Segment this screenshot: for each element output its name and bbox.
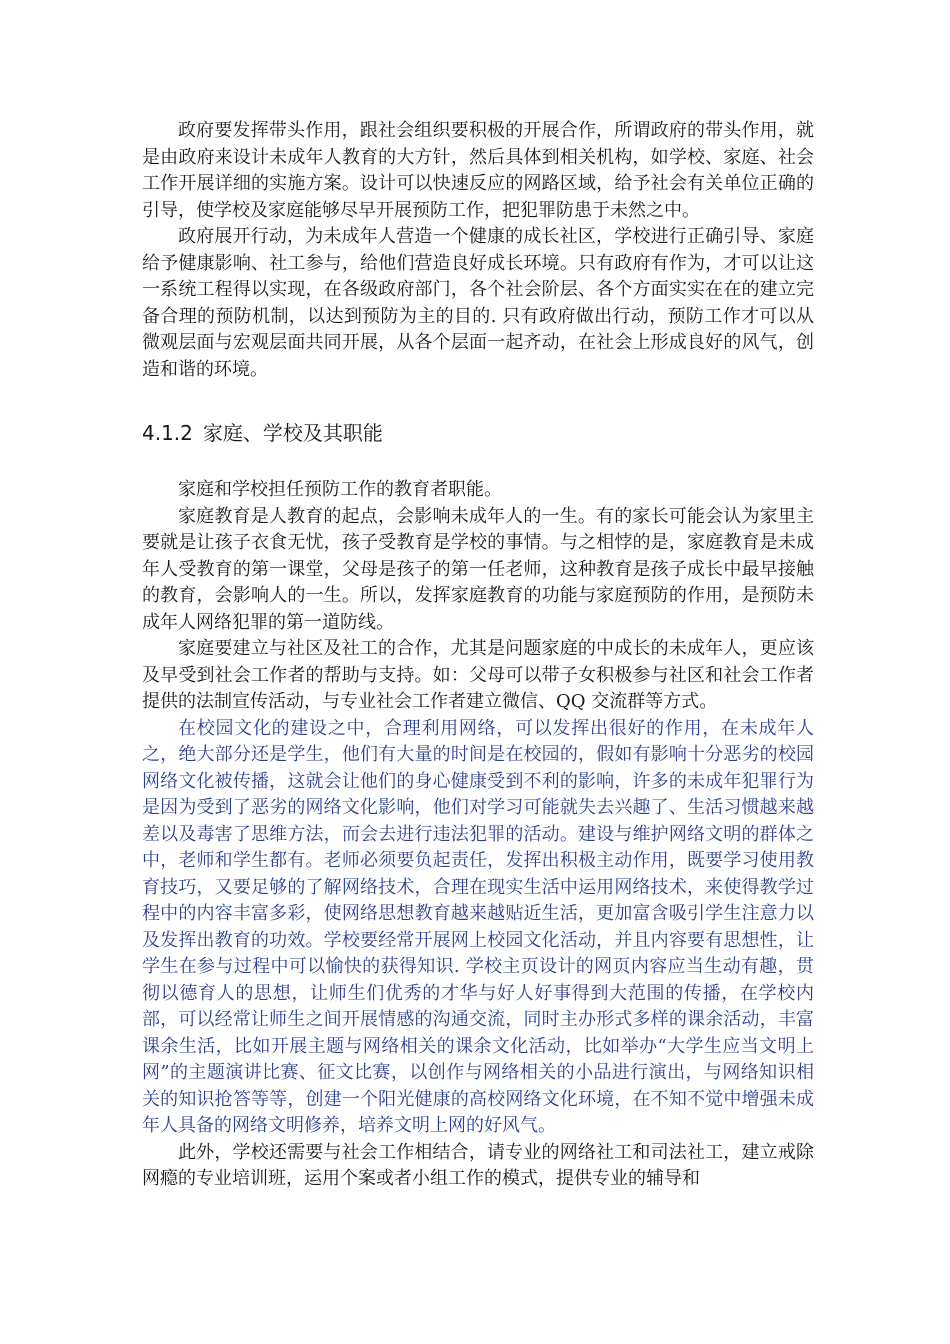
paragraph-government-leading-role: 政府要发挥带头作用，跟社会组织要积极的开展合作，所谓政府的带头作用，就是由政府来设计未成年人教育的大方针，然后具体到相关机构，如学校、家庭、社会工作开展详细的实施方案。设计可以快速反应的网路区域，给予社会有关单位正确的引导，使学校及家庭能够尽早开展预防工作，把犯罪防患于未然之中。 bbox=[142, 120, 814, 221]
document-body bbox=[142, 118, 814, 1193]
section-heading bbox=[142, 419, 814, 447]
paragraph-school-social-work: 此外，学校还需要与社会工作相结合，请专业的网络社工和司法社工，建立戒除网瘾的专业培训班，运用个案或者小组工作的模式，提供专业的辅导和 bbox=[142, 1141, 814, 1189]
paragraph-family-school-role: 家庭和学校担任预防工作的教育者职能。 bbox=[178, 479, 502, 500]
paragraph-government-action: 政府展开行动，为未成年人营造一个健康的成长社区，学校进行正确引导、家庭给予健康影响、社工参与，给他们营造良好成长环境。只有政府有作为，才可以让这一系统工程得以实现，在各级政府部门，各个社会阶层、各个方面实实在在的建立完备合理的预防机制，以达到预防为主的目的. 只有政府做出行动，预防工作才可以从微观层面与宏观层面共同开展，从各个层面一起齐动，在社会上形成良好的风气，创造和谐的环境。 bbox=[142, 226, 814, 380]
paragraph-family-community-cooperation: 家庭要建立与社区及社工的合作，尤其是问题家庭的中成长的未成年人，更应该及早受到社会工作者的帮助与支持。如：父母可以带子女积极参与社区和社会工作者提供的法制宣传活动，与专业社会工作者建立微信、QQ 交流群等方式。 bbox=[142, 638, 814, 712]
paragraph-campus-culture: 在校园文化的建设之中，合理利用网络，可以发挥出很好的作用，在未成年人之，绝大部分还是学生，他们有大量的时间是在校园的，假如有影响十分恶劣的校园网络文化被传播，这就会让他们的身心健康受到不利的影响，许多的未成年犯罪行为是因为受到了恶劣的网络文化影响，他们对学习可能就失去兴趣了、生活习惯越来越差以及毒害了思维方法，而会去进行违法犯罪的活动。建设与维护网络文明的群体之中，老师和学生都有。老师必须要负起责任，发挥出积极主动作用，既要学习使用教育技巧，又要足够的了解网络技术，合理在现实生活中运用网络技术，来使得教学过程中的内容丰富多彩，使网络思想教育越来越贴近生活，更加富含吸引学生注意力以及发挥出教育的功效。学校要经常开展网上校园文化活动，并且内容要有思想性，让学生在参与过程中可以愉快的获得知识. 学校主页设计的网页内容应当生动有趣，贯彻以德育人的思想，让师生们优秀的才华与好人好事得到大范围的传播，在学校内部，可以经常让师生之间开展情感的沟通交流，同时主办形式多样的课余活动，丰富课余生活，比如开展主题与网络相关的课余文化活动，比如举办“大学生应当文明上网”的主题演讲比赛、征文比赛，以创作与网络相关的小品进行演出，与网络知识相关的知识抢答等等，创建一个阳光健康的高校网络文化环境，在不知不觉中增强未成年人具备的网络文明修养，培养文明上网的好风气。 bbox=[142, 717, 814, 1136]
paragraph-family-education: 家庭教育是人教育的起点，会影响未成年人的一生。有的家长可能会认为家里主要就是让孩子衣食无忧，孩子受教育是学校的事情。与之相悖的是，家庭教育是未成年人受教育的第一课堂，父母是孩子的第一任老师，这种教育是孩子成长中最早接触的教育，会影响人的一生。所以，发挥家庭教育的功能与家庭预防的作用，是预防未成年人网络犯罪的第一道防线。 bbox=[142, 505, 814, 633]
section-title: 家庭、学校及其职能 bbox=[202, 421, 383, 445]
section-number: 4.1.2 bbox=[142, 421, 193, 445]
